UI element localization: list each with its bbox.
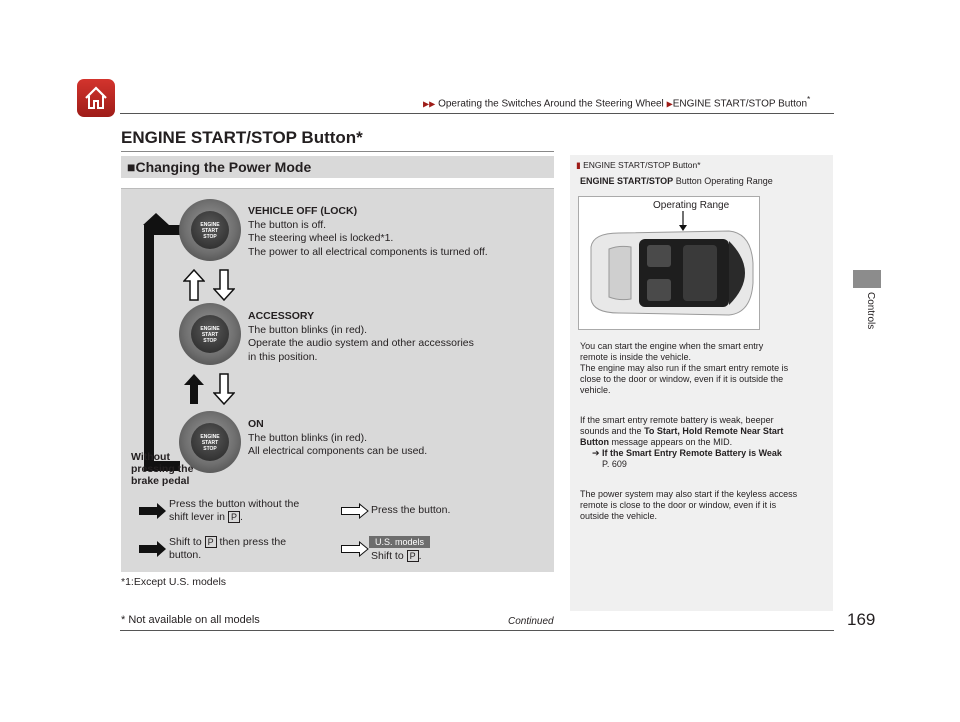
sidebar-message-bold: To Start, Hold Remote Near Start — [644, 426, 784, 436]
bottom-rule — [120, 630, 834, 631]
sidebar-xref[interactable]: ➔ If the Smart Entry Remote Battery is Weak — [592, 448, 782, 458]
arrow-right-solid-icon — [139, 541, 167, 557]
mode-off-text — [248, 205, 488, 259]
sidebar-heading: ▮ ENGINE START/STOP Button* — [576, 160, 701, 170]
arrow-right-outline-icon — [341, 503, 369, 519]
p-key-icon: P — [205, 536, 217, 548]
mode-off-line: The power to all electrical components is turned off. — [248, 245, 488, 258]
sidebar-text: The engine may also run if the smart entry remote is — [580, 363, 789, 373]
arrow-up-outline-icon — [183, 269, 205, 301]
sidebar-text: close to the door or window, even if it is outside the — [580, 374, 784, 384]
legend-shift-to-p: Shift to P . — [371, 550, 422, 562]
sidebar-sub-rest: Button Operating Range — [673, 176, 773, 186]
legend-text: Shift to — [371, 550, 404, 562]
sidebar-text: sounds and the — [580, 426, 642, 436]
sidebar-message-bold: Button — [580, 437, 609, 447]
availability-note: * Not available on all models — [121, 614, 260, 626]
home-icon — [82, 84, 110, 112]
home-button[interactable] — [77, 79, 115, 117]
power-mode-diagram — [121, 188, 554, 572]
breadcrumb-asterisk: * — [807, 94, 811, 104]
mode-accessory-text — [248, 310, 474, 364]
sidebar-paragraph-3 — [580, 489, 825, 522]
sidebar-text: message appears on the MID. — [609, 437, 733, 447]
section-heading: ■Changing the Power Mode — [121, 156, 554, 178]
without-line: brake pedal — [131, 475, 190, 487]
mode-accessory-line: Operate the audio system and other accessories — [248, 337, 474, 349]
sidebar-text: remote is close to the door or window, even if it is — [580, 500, 777, 510]
p-key-icon: P — [407, 550, 419, 562]
section-tab[interactable] — [853, 270, 881, 288]
page-title: ENGINE START/STOP Button* — [121, 128, 363, 147]
sidebar-text: The power system may also start if the keyless access — [580, 489, 798, 499]
mode-off-heading: VEHICLE OFF (LOCK) — [248, 205, 358, 217]
section-tab-label: Controls — [865, 292, 876, 330]
mode-accessory-heading: ACCESSORY — [248, 310, 315, 322]
knob-label: ENGINE START STOP — [191, 315, 229, 353]
p-key-icon: P — [228, 511, 240, 523]
arrow-right-solid-icon — [139, 503, 167, 519]
mode-on-text — [248, 418, 427, 459]
arrow-up-icon — [141, 213, 171, 235]
mode-off-line: The steering wheel is locked*1. — [248, 232, 394, 244]
sidebar-xref-page[interactable]: P. 609 — [602, 459, 627, 469]
without-line: Without — [131, 451, 170, 463]
engine-start-stop-knob-accessory — [179, 303, 241, 365]
sidebar-xref-link[interactable]: If the Smart Entry Remote Battery is Weak — [602, 448, 782, 458]
legend-text: Press the button without the — [169, 498, 300, 510]
operating-range-label: Operating Range — [653, 200, 730, 211]
mode-on-line: All electrical components can be used. — [248, 445, 428, 457]
top-rule — [120, 113, 834, 114]
without-brake-label — [131, 451, 193, 487]
sidebar-text: remote is inside the vehicle. — [580, 352, 692, 362]
arrow-down-outline-icon — [213, 269, 235, 301]
without-line: pressing the — [131, 463, 194, 475]
legend-off-to-accessory: Press the button without the shift lever in P . — [169, 498, 300, 523]
operating-range-figure — [578, 196, 760, 330]
legend-text: button. — [169, 549, 202, 561]
title-rule — [121, 151, 554, 152]
mode-on-line: The button blinks (in red). — [248, 431, 368, 444]
sidebar-heading-text: ENGINE START/STOP Button* — [583, 160, 701, 170]
breadcrumb-part2[interactable]: ENGINE START/STOP Button — [672, 98, 808, 110]
legend-text: shift lever in — [169, 511, 226, 523]
mode-accessory-line: The button blinks (in red). — [248, 323, 368, 336]
page-number: 169 — [847, 610, 876, 629]
sidebar-text: vehicle. — [580, 385, 611, 395]
engine-start-stop-knob-off — [179, 199, 241, 261]
us-models-badge: U.S. models — [369, 536, 430, 548]
legend-text: then press the — [219, 536, 287, 548]
continued-label: Continued — [508, 616, 554, 627]
mode-off-line: The button is off. — [248, 218, 327, 231]
knob-label: ENGINE START STOP — [191, 423, 229, 461]
arrow-down-outline-icon — [213, 373, 235, 405]
sidebar-subheading — [580, 176, 773, 187]
sidebar-notes — [570, 155, 833, 611]
mode-on-heading: ON — [248, 418, 264, 430]
sidebar-text: outside the vehicle. — [580, 511, 658, 521]
breadcrumb-part1[interactable]: Operating the Switches Around the Steering Wheel — [438, 98, 664, 110]
breadcrumb: ▶▶ Operating the Switches Around the Steering Wheel ▶ENGINE START/STOP Button* — [423, 94, 811, 110]
knob-label: ENGINE START STOP — [191, 211, 229, 249]
sidebar-sub-bold: ENGINE START/STOP — [580, 176, 674, 186]
car-top-view-icon — [579, 197, 761, 331]
sidebar-text: You can start the engine when the smart entry — [580, 341, 764, 351]
arrow-right-outline-icon — [341, 541, 369, 557]
sidebar-paragraph-2 — [580, 415, 825, 470]
mode-accessory-line: in this position. — [248, 350, 318, 363]
arrow-up-solid-icon — [183, 373, 205, 405]
sidebar-text: If the smart entry remote battery is weak, beeper — [580, 415, 774, 425]
legend-shift-and-press — [169, 536, 286, 562]
sidebar-paragraph-1 — [580, 341, 825, 396]
legend-press-button: Press the button. — [371, 504, 451, 516]
footnote: *1:Except U.S. models — [121, 576, 227, 588]
bracket-arrow — [144, 225, 180, 471]
legend-text: Shift to — [169, 536, 202, 548]
